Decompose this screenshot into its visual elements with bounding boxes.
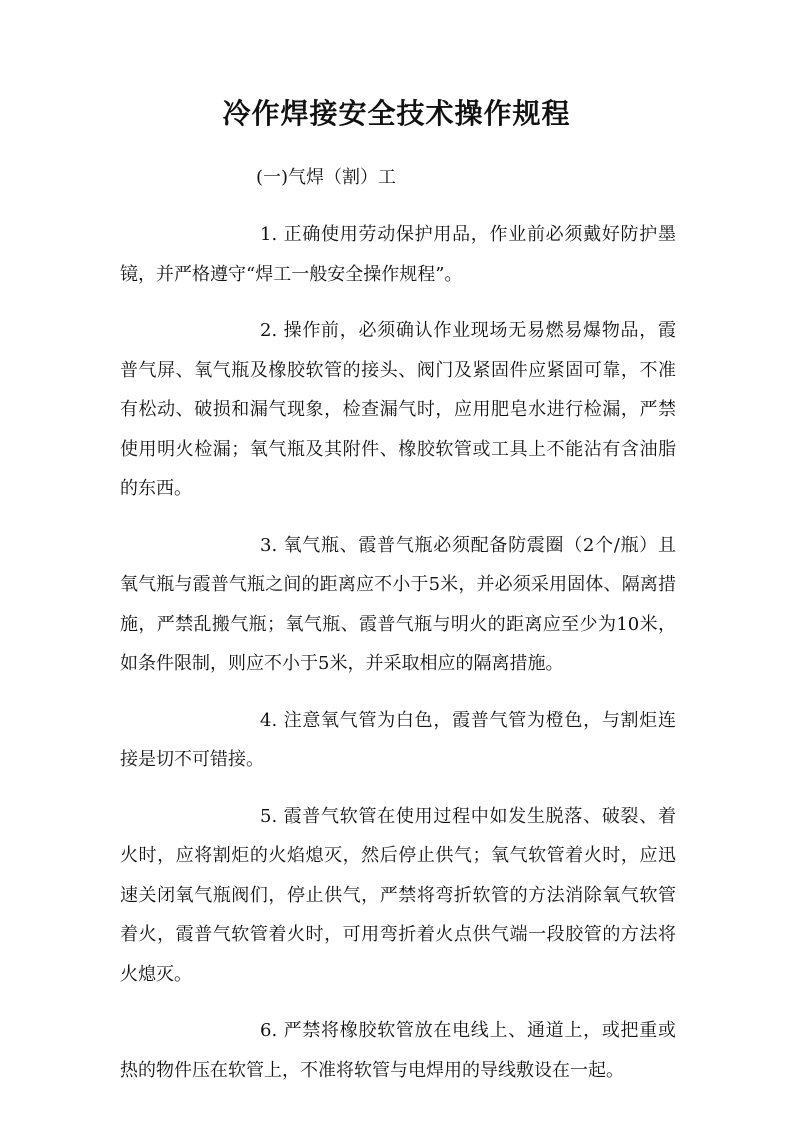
paragraph-1: 1. 正确使用劳动保护用品，作业前必须戴好防护墨镜，并严格遵守“焊工一般安全操作规程”。: [120, 224, 676, 285]
paragraph-2: 2. 操作前，必须确认作业现场无易燃易爆物品，霞普气屏、氧气瓶及橡胶软管的接头、阀门及紧固件应紧固可靠，不准有松动、破损和漏气现象，检查漏气时，应用肥皂水进行检漏，严禁使用明火检漏；氧气瓶及其附件、橡胶软管或工具上不能沾有含油脂的东西。: [120, 320, 676, 499]
document-body: [120, 158, 676, 1090]
paragraph-5: 5. 霞普气软管在使用过程中如发生脱落、破裂、着火时，应将割炬的火焰熄灭，然后停止供气；氧气软管着火时，应迅速关闭氧气瓶阀们，停止供气，严禁将弯折软管的方法消除氧气软管着火，霞普气软管着火时，可用弯折着火点供气端一段胶管的方法将火熄灭。: [120, 805, 676, 985]
paragraph-6: 6. 严禁将橡胶软管放在电线上、通道上，或把重或热的物件压在软管上，不准将软管与电焊用的导线敷设在一起。: [120, 1020, 676, 1081]
paragraph-4: 4. 注意氧气管为白色，霞普气管为橙色，与割炬连接是切不可错接。: [120, 709, 676, 770]
section-heading: (一)气焊（割）工: [256, 167, 397, 188]
paragraph-3: 3. 氧气瓶、霞普气瓶必须配备防震圈（2个/瓶）且氧气瓶与霞普气瓶之间的距离应不小于5米，并必须采用固体、隔离措施，严禁乱搬气瓶；氧气瓶、霞普气瓶与明火的距离应至少为10米，如条件限制，则应不小于5米，并采取相应的隔离措施。: [120, 534, 676, 674]
document-title: 冷作焊接安全技术操作规程: [222, 97, 571, 130]
